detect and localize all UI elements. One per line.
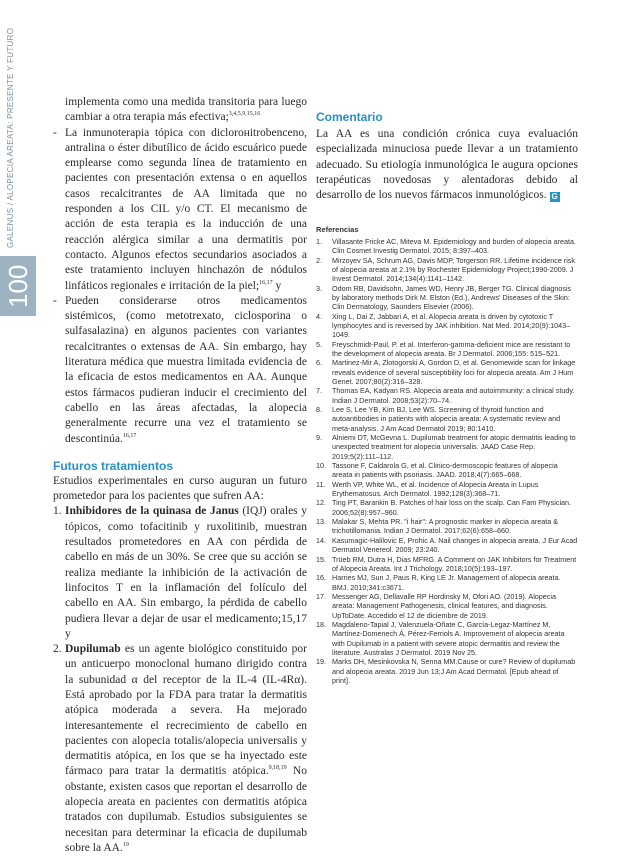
reference-number: 15. (316, 554, 326, 564)
future-treatments-list (53, 504, 307, 856)
reference-item (316, 386, 578, 405)
citation: 16,17 (259, 279, 273, 286)
futuros-intro: Estudios experimentales en curso auguran un futuro prometedor para los pacientes que sufren AA: (53, 474, 307, 503)
reference-number: 8. (316, 405, 322, 415)
list-item-term: Dupilumab (65, 643, 121, 656)
reference-number: 14. (316, 535, 326, 545)
reference-item (316, 517, 578, 536)
list-item (53, 294, 307, 447)
reference-item (316, 405, 578, 433)
running-head: GALENUS / ALOPECIA AREATA: PRESENTE Y FUTURO (6, 27, 15, 248)
end-of-article-icon: G (551, 192, 558, 202)
citation: 16,17 (122, 432, 137, 439)
reference-number: 16. (316, 573, 326, 583)
right-column (316, 110, 578, 685)
reference-item (316, 433, 578, 461)
left-column (53, 95, 307, 856)
reference-item (316, 480, 578, 499)
section-heading-comentario: Comentario (316, 110, 383, 124)
references-section (316, 225, 578, 685)
reference-text: Villasante Fricke AC, Miteva M. Epidemiology and burden of alopecia areata. Clin Cosmet Investig Dermatol. 2015; 8:397–403. (332, 236, 576, 256)
reference-item (316, 237, 578, 256)
references-heading: Referencias (316, 225, 359, 235)
intro-text: implementa como una medida transitoria para luego cambiar a otra terapia más efectiva; (65, 96, 307, 124)
reference-number: 7. (316, 386, 322, 396)
list-item-text: La inmunoterapia tópica con diclorонitrobenceno, antralina o éster dibutílico de ácido escuárico puede emplearse como segunda línea de tratamiento en pacientes con presentación extensa o en aquellos casos recalcitrantes de AA limitada que no responden a los CIL y/o CT. El mecanismo de acción de esta terapia es la inducción de una reacción alérgica similar a una dermatitis por contacto. Algunos efectos secundarios asociados a este tratamiento incluyen hinchazón de nódulos linfáticos regionales e irritación de la piel; (65, 126, 307, 292)
list-item-text: Pueden considerarse otros medicamentos sistémicos, (como metotrexato, ciclosporina o sulfasalazina) en algunos pacientes con variantes recalcitrantes o extensas de AA. Sin embargo, hay literatura médica que muestra limitada evidencia de la eficacia de estos medicamentos en AA. Aunque estos fármacos pudieran inducir el crecimiento del cabello en las áreas afectadas, la alopecia generalmente recurre una vez el tratamiento se descontinúa. (65, 294, 307, 445)
list-item-term: Inhibidores de la quinasa de Janus (65, 505, 239, 518)
citation: 19 (122, 842, 129, 849)
reference-number: 5. (316, 339, 322, 349)
list-item (53, 504, 307, 642)
comentario-paragraph (316, 127, 578, 203)
reference-item (316, 284, 578, 312)
reference-text: Lee S, Lee YB, Kim BJ, Lee WS. Screening of thyroid function and autoantibodies in patients with alopecia areata: A systematic review and meta-analysis. J Am Acad Dermatol 2019; 80:1410. (332, 405, 561, 433)
treatment-list (53, 126, 307, 447)
list-number: 1. (53, 505, 62, 518)
list-dash: - (53, 126, 57, 139)
reference-text: Odom RB, Davidsohn, James WD, Henry JB, Berger TG. Clinical diagnosis by laboratory methods Dirk M. Elston (Ed.), Andrews' Diseases of the Skin: Clin Dermatology, Saunders Elsevier (2006). (332, 283, 572, 312)
list-item-text: es un agente biológico constituido por un anticuerpo monoclonal humano dirigido contra la subunidad α del receptor de la IL-4 (IL-4Rα). Está aprobado por la FDA para tratar la dermatitis atópica moderada a severa. Ha mejorado interesantemente el recrecimiento de cabello en pacientes con alopecia totalis/alopecia universalis y dermatitis atópica, en los que se ha inyectado este fármaco para tratar la dermatitis atópica. (65, 643, 307, 778)
reference-item (316, 461, 578, 480)
reference-item (316, 358, 578, 386)
reference-item (316, 256, 578, 284)
reference-number: 4. (316, 311, 322, 321)
reference-text: Kasumagic-Halilovic E, Prohic A. Nail changes in alopecia areata. J Eur Acad Dermatol Venereol. 2009; 23:240. (332, 535, 578, 555)
reference-text: Ting PT, Barankin B. Patches of hair loss on the scalp. Can Fam Physician. 2006;52(8):957–960. (332, 498, 572, 517)
page-number: 100 (3, 264, 33, 308)
citation: 3,4,5,9,15,16 (228, 111, 261, 118)
page-sidebar (0, 0, 36, 802)
reference-item (316, 312, 578, 340)
reference-text: Magdaleno-Tapial J, Valenzuela-Oñate C, García-Legaz-Martínez M, Martínez-Domenech Á, Pérez-Ferriols A. Improvement of alopecia areata with Dupilumab in a patient with severe atopic dermatitis and review the literature. Australas J Dermatol. 2019 Nov 25. (332, 619, 565, 657)
reference-number: 17. (316, 591, 326, 601)
reference-number: 2. (316, 255, 322, 265)
reference-number: 9. (316, 433, 322, 443)
page-number-tab (0, 256, 36, 316)
list-item-text: (IQJ) orales y tópicos, como tofacitinib y ruxolitinib, muestran resultados prometedores en AA con pérdida de cabello en más de un 30%. Se cree que su acción se realiza mediante la inhibición de la activación de linfocitos T en la inflamación del folículo del cabello en AA. Sin embargo, la pérdida de cabello pudiera llevar a dejar de usar el medicamento;15,17 y (65, 505, 307, 640)
reference-item (316, 573, 578, 592)
reference-text: Tassone F, Caldarola G, et al. Clinico-dermoscopic features of alopecia areata in patients with psoriasis. JAAD. 2018;4(7):665–668. (332, 461, 558, 480)
references-list (316, 237, 578, 686)
reference-item (316, 536, 578, 555)
list-number: 2. (53, 643, 62, 656)
reference-number: 13. (316, 517, 326, 527)
comentario-text: La AA es una condición crónica cuya evaluación especializada minuciosa puede llevar a un tratamiento adecuado. Su etiología inmunológica le augura opciones terapéuticas novedosas y alentadoras debido al desarrollo de los nuevos fármacos inmunológicos. (316, 128, 578, 202)
reference-text: Messenger AG, Dellavalle RP Hordinsky M, Ofori AO. (2019). Alopecia areata: Management Pathogenesis, clinical features, and diagnosis. UpToDate. Accedido el 12 de diciembre de 2019. (332, 591, 556, 620)
reference-item (316, 657, 578, 685)
reference-text: Marks DH, Mesinkovska N, Senna MM.Cause or cure? Review of dupilumab and alopecia areata. 2019 Jun 13;J Am Acad Dermatol. [Epub ahead of print]. (332, 657, 576, 685)
reference-text: Malakar S, Mehta PR. "i hair": A prognostic marker in alopecia areata & trichotillomania. Indian J Dermatol. 2017;62(6):658–660. (332, 517, 559, 536)
reference-item (316, 592, 578, 620)
list-item-tail: y (272, 279, 282, 292)
list-item (53, 126, 307, 294)
list-dash: - (53, 294, 57, 307)
reference-number: 10. (316, 461, 326, 471)
reference-number: 12. (316, 498, 326, 508)
reference-number: 19. (316, 657, 326, 667)
citation: 9,18,19 (268, 765, 287, 772)
reference-text: Mirzoyev SA, Schrum AG, Davis MDP, Torgerson RR. Lifetime incidence risk of alopecia areata at 2.1% by Rochester Epidemiology Project;1990-2009. J Invest Dermatol. 2014;134(4):1141–1142. (332, 255, 575, 284)
list-item-text-continued: No obstante, existen casos que reportan el desarrollo de alopecia areata en pacientes con dermatitis atópica tratados con dupilumab. Estudios subsiguientes se necesitan para determinar la eficacia de dupilumab sobre la AA. (65, 765, 307, 854)
reference-text: Harries MJ, Sun J, Paus R, King LE Jr. Management of alopecia areata. BMJ. 2010;341:c3671. (332, 573, 561, 592)
list-item (53, 642, 307, 856)
intro-paragraph (53, 95, 307, 126)
reference-text: Freyschmidt-Paul, P. et al. Interferon-gamma-deficient mice are resistant to the development of alopecia areata. Br J Dermatol. 2006;155: 515–521. (332, 339, 571, 358)
reference-text: Alniemi DT, McGevna L. Dupilumab treatment for atopic dermatitis leading to unexpected treatment for alopecia universalis. JAAD Case Rep. 2019;5(2):111–112. (332, 433, 576, 461)
reference-text: Martinez-Mir A, Zlotogorski A, Gordon D, et al. Genomewide scan for linkage reveals evidence of several susceptibility loci for alopecia areata. Am J Hum Genet. 2007;80(2):316–328. (332, 358, 576, 386)
reference-number: 1. (316, 236, 322, 246)
reference-text: Werth VP, White WL, et al. Incidence of Alopecia Areata in Lupus Erythematosus. Arch Dermatol. 1992;128(3):368–71. (332, 479, 539, 499)
reference-number: 3. (316, 283, 322, 293)
section-heading-futuros: Futuros tratamientos (53, 458, 174, 473)
reference-number: 6. (316, 358, 322, 368)
reference-item (316, 340, 578, 359)
reference-item (316, 555, 578, 574)
reference-text: Thomas EA, Kadyan RS. Alopecia areata and autoimmunity: a clinical study. Indian J Dermatol. 2008;53(2):70–74. (332, 386, 575, 405)
reference-item (316, 498, 578, 517)
reference-item (316, 620, 578, 657)
reference-number: 18. (316, 619, 326, 629)
reference-text: Xing L, Dai Z, Jabbari A, et al. Alopecia areata is driven by cytotoxic T lymphocytes and is reversed by JAK inhibition. Nat Med. 2014;20(9):1043–1049. (332, 311, 571, 340)
reference-number: 11. (316, 479, 326, 489)
reference-text: Trüeb RM, Dutra H, Dias MFRG. A Comment on JAK Inhibitors for Treatment of Alopecia Areata. Int J Trichology. 2018;10(5):193–197. (332, 554, 577, 573)
